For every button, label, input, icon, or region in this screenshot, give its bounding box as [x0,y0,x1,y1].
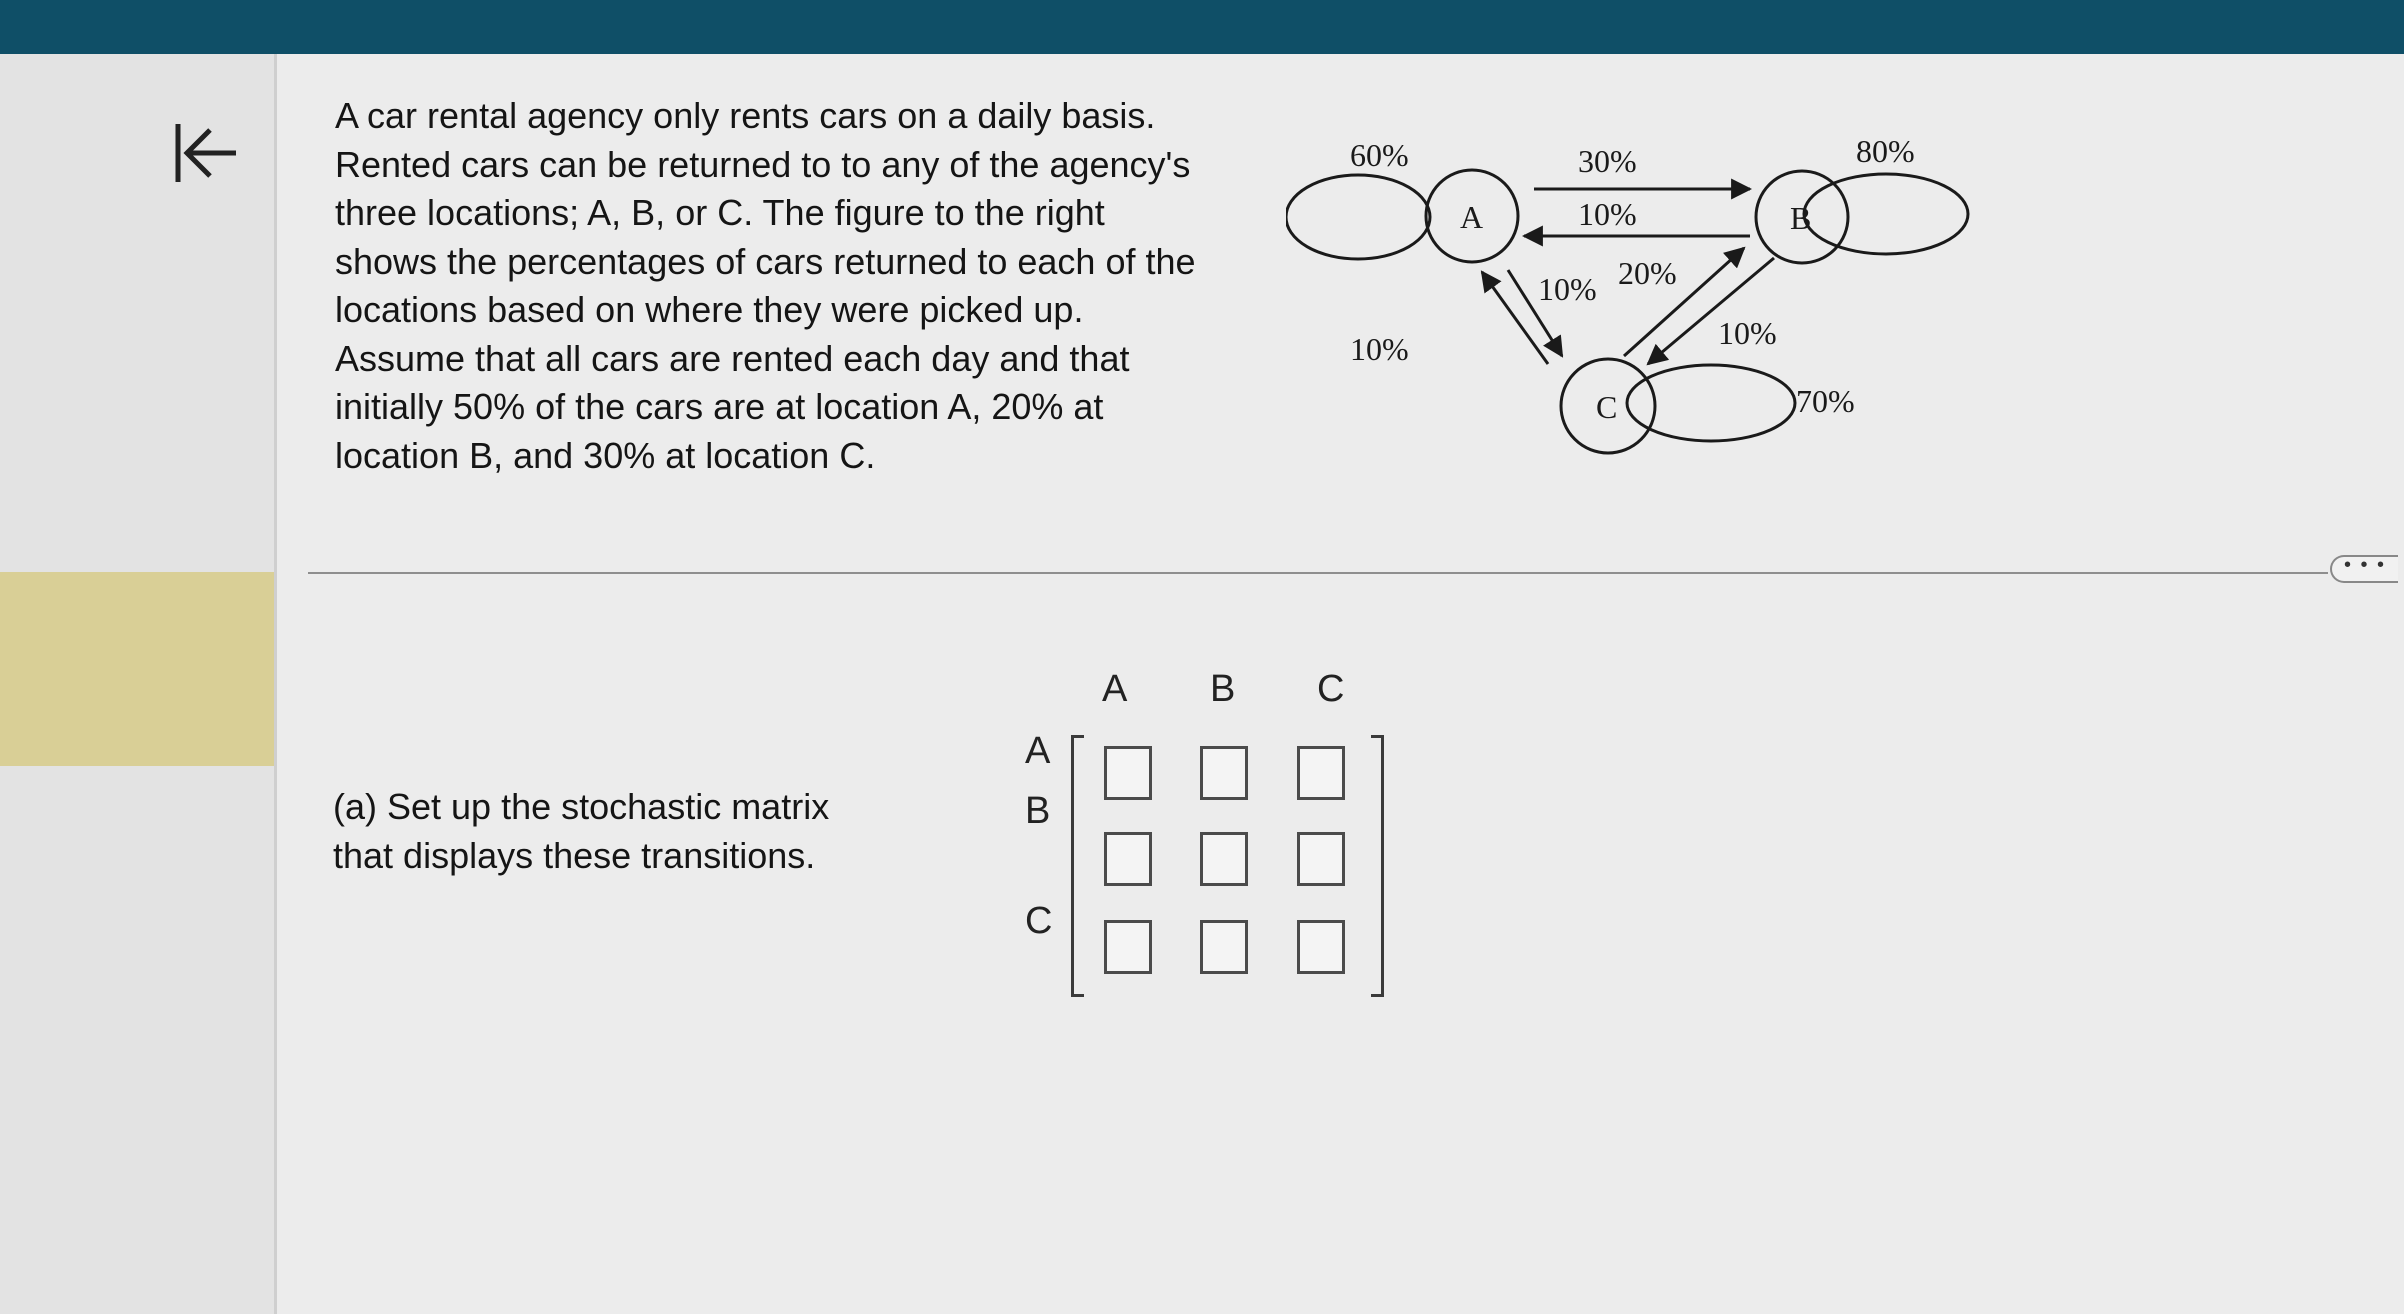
first-page-icon [170,118,240,188]
node-a-label: A [1460,199,1484,235]
label-a-self: 60% [1350,137,1409,173]
part-a-line: that displays these transitions. [333,835,816,876]
matrix-column-label-b: B [1210,668,1236,710]
label-a-to-c: 10% [1350,331,1409,367]
part-a-prompt [333,782,933,880]
matrix-cell-b-c[interactable] [1297,832,1345,886]
label-b-self: 80% [1856,133,1915,169]
matrix-cell-c-a[interactable] [1104,920,1152,974]
label-c-self: 70% [1796,383,1855,419]
problem-line: A car rental agency only rents cars on a daily basis. [335,95,1156,136]
section-divider [308,572,2328,574]
matrix-cell-a-b[interactable] [1200,746,1248,800]
matrix-cell-b-a[interactable] [1104,832,1152,886]
matrix-cell-c-b[interactable] [1200,920,1248,974]
matrix-cell-c-c[interactable] [1297,920,1345,974]
transition-diagram [1286,112,1986,462]
matrix-row-label-c: C [1025,900,1053,942]
matrix-cell-a-c[interactable] [1297,746,1345,800]
matrix-column-label-a: A [1102,668,1128,710]
a-self-loop [1286,175,1430,259]
problem-line: locations based on where they were picked up. [335,289,1084,330]
matrix-cell-b-b[interactable] [1200,832,1248,886]
part-a-line: (a) Set up the stochastic matrix [333,786,830,827]
matrix-column-label-c: C [1317,668,1345,710]
c-self-loop [1627,365,1795,441]
more-options-button[interactable]: • • • [2330,555,2398,583]
label-b-to-c: 10% [1718,315,1777,351]
back-to-first-button[interactable] [160,108,250,198]
matrix-cell-a-a[interactable] [1104,746,1152,800]
label-a-to-b: 30% [1578,143,1637,179]
b-self-loop [1804,174,1968,254]
label-c-to-a: 10% [1538,271,1597,307]
matrix-right-bracket [1371,735,1384,997]
problem-line: shows the percentages of cars returned to each of the [335,240,1196,282]
label-b-to-a: 10% [1578,196,1637,232]
problem-statement [335,92,1295,480]
rail-highlight [0,572,274,766]
problem-line: initially 50% of the cars are at location A, 20% at [335,386,1104,427]
top-bar [0,0,2404,54]
problem-line: three locations; A, B, or C. The figure to the right [335,192,1105,233]
problem-line: location B, and 30% at location C. [335,434,876,476]
matrix-row-label-a: A [1025,730,1051,772]
problem-line: Rented cars can be returned to to any of the agency's [335,143,1191,185]
problem-line: Assume that all cars are rented each day and that [335,337,1130,379]
matrix-left-bracket [1071,735,1084,997]
matrix-row-label-b: B [1025,790,1051,832]
label-c-to-b: 20% [1618,255,1677,291]
node-b-label: B [1790,200,1812,236]
node-c-label: C [1596,389,1618,425]
